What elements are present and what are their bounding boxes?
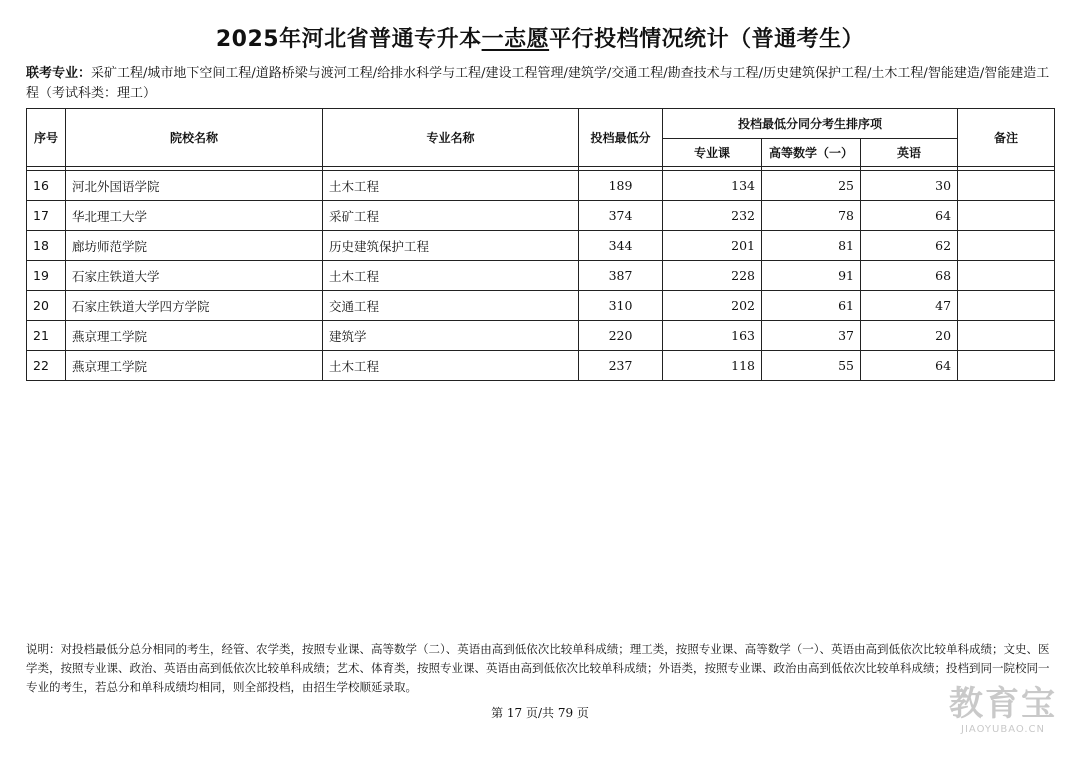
cell-school: 石家庄铁道大学四方学院 — [66, 291, 323, 321]
cell-english: 68 — [861, 261, 958, 291]
cell-no: 18 — [27, 231, 66, 261]
cell-no: 20 — [27, 291, 66, 321]
cell-school: 华北理工大学 — [66, 201, 323, 231]
cell-remark — [958, 201, 1055, 231]
cell-school: 燕京理工学院 — [66, 321, 323, 351]
table-row — [27, 351, 1055, 381]
cell-major-course: 228 — [663, 261, 762, 291]
cell-min-score: 374 — [579, 201, 663, 231]
header-no: 序号 — [27, 109, 66, 167]
header-major: 专业名称 — [323, 109, 579, 167]
table-row — [27, 291, 1055, 321]
cell-advanced-math: 25 — [762, 171, 861, 201]
cell-major: 交通工程 — [323, 291, 579, 321]
cell-major: 采矿工程 — [323, 201, 579, 231]
cell-min-score: 220 — [579, 321, 663, 351]
table-row — [27, 321, 1055, 351]
cell-english: 64 — [861, 201, 958, 231]
cell-major: 土木工程 — [323, 351, 579, 381]
cell-no: 17 — [27, 201, 66, 231]
header-english: 英语 — [861, 139, 958, 167]
cell-major-course: 163 — [663, 321, 762, 351]
cell-major-course: 201 — [663, 231, 762, 261]
cell-school: 河北外国语学院 — [66, 171, 323, 201]
table-row — [27, 261, 1055, 291]
table-row — [27, 201, 1055, 231]
cell-remark — [958, 231, 1055, 261]
cell-advanced-math: 61 — [762, 291, 861, 321]
title-suffix: 平行投档情况统计（普通考生） — [549, 27, 865, 52]
cell-min-score: 237 — [579, 351, 663, 381]
admission-table — [26, 108, 1055, 381]
cell-remark — [958, 351, 1055, 381]
cell-no: 16 — [27, 171, 66, 201]
joint-exam-majors — [26, 64, 1056, 104]
cell-english: 30 — [861, 171, 958, 201]
cell-english: 62 — [861, 231, 958, 261]
title-underlined: 一志愿 — [481, 27, 550, 52]
cell-min-score: 344 — [579, 231, 663, 261]
cell-min-score: 189 — [579, 171, 663, 201]
table-row — [27, 171, 1055, 201]
watermark-domain-text: JIAOYUBAO.CN — [961, 724, 1045, 735]
site-watermark — [948, 684, 1058, 736]
cell-min-score: 310 — [579, 291, 663, 321]
cell-no: 22 — [27, 351, 66, 381]
cell-major-course: 232 — [663, 201, 762, 231]
majors-label: 联考专业： — [26, 66, 92, 81]
cell-remark — [958, 291, 1055, 321]
cell-remark — [958, 321, 1055, 351]
cell-min-score: 387 — [579, 261, 663, 291]
cell-english: 20 — [861, 321, 958, 351]
cell-advanced-math: 55 — [762, 351, 861, 381]
cell-advanced-math: 91 — [762, 261, 861, 291]
cell-major-course: 202 — [663, 291, 762, 321]
cell-major: 历史建筑保护工程 — [323, 231, 579, 261]
header-tiebreak-group: 投档最低分同分考生排序项 — [663, 109, 958, 139]
header-school: 院校名称 — [66, 109, 323, 167]
cell-school: 廊坊师范学院 — [66, 231, 323, 261]
cell-school: 石家庄铁道大学 — [66, 261, 323, 291]
header-min-score: 投档最低分 — [579, 109, 663, 167]
cell-remark — [958, 261, 1055, 291]
table-row — [27, 231, 1055, 261]
title-prefix: 2025年河北省普通专升本 — [215, 27, 482, 52]
cell-major-course: 118 — [663, 351, 762, 381]
header-remark: 备注 — [958, 109, 1055, 167]
header-advanced-math: 高等数学（一） — [762, 139, 861, 167]
cell-english: 47 — [861, 291, 958, 321]
cell-major: 土木工程 — [323, 261, 579, 291]
cell-remark — [958, 171, 1055, 201]
cell-advanced-math: 81 — [762, 231, 861, 261]
cell-english: 64 — [861, 351, 958, 381]
cell-advanced-math: 78 — [762, 201, 861, 231]
explanation-note: 说明：对投档最低分总分相同的考生，经管、农学类，按照专业课、高等数学（二）、英语由高到低依次比较单科成绩；理工类，按照专业课、高等数学（一）、英语由高到低依次比较单科成绩；文史、医学类，按照专业课、政治、英语由高到低依次比较单科成绩；艺术、体育类，按照专业课、英语由高到低依次比较单科成绩；外语类，按照专业课、政治由高到低依次比较单科成绩；投档到同一院校同一专业的考生，若总分和单科成绩均相同，则全部投档，由招生学校顺延录取。 — [26, 642, 1050, 694]
header-major-course: 专业课 — [663, 139, 762, 167]
majors-text: 采矿工程/城市地下空间工程/道路桥梁与渡河工程/给排水科学与工程/建设工程管理/建筑学/交通工程/勘查技术与工程/历史建筑保护工程/土木工程/智能建造/智能建造工程（考试科类：理工） — [26, 66, 1050, 101]
page-number: 第 17 页/共 79 页 — [491, 706, 589, 720]
cell-no: 19 — [27, 261, 66, 291]
watermark-logo-text: 教育宝 — [949, 684, 1057, 724]
cell-no: 21 — [27, 321, 66, 351]
cell-major: 土木工程 — [323, 171, 579, 201]
cell-major-course: 134 — [663, 171, 762, 201]
cell-school: 燕京理工学院 — [66, 351, 323, 381]
cell-advanced-math: 37 — [762, 321, 861, 351]
cell-major: 建筑学 — [323, 321, 579, 351]
document-title — [0, 22, 1080, 53]
